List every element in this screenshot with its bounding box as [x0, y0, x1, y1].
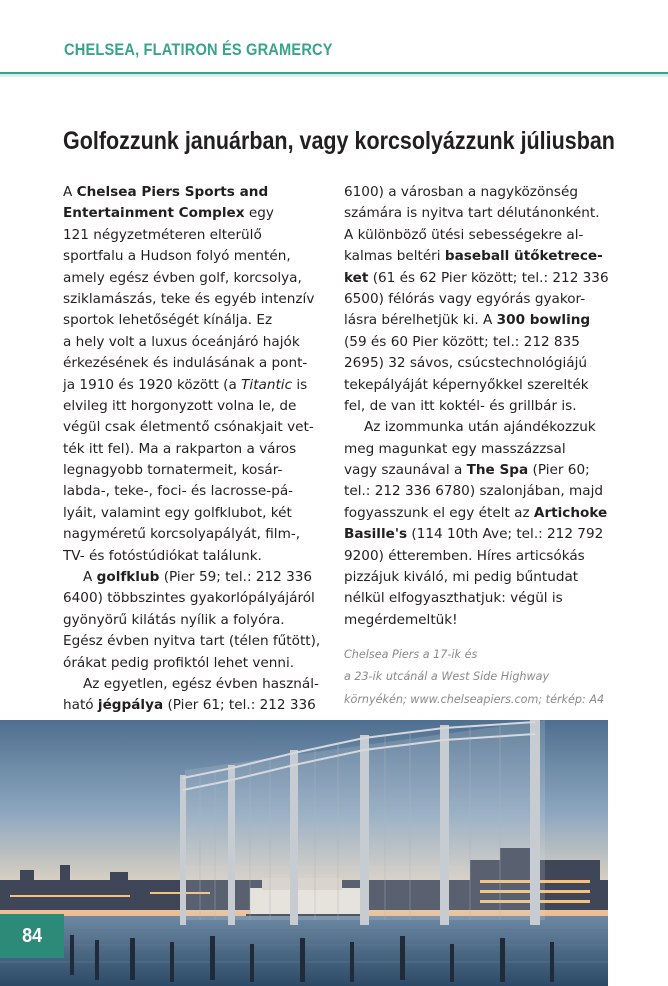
- text-run: Egész évben nyitva tart (télen fűtött),: [63, 633, 321, 650]
- text-run: végül csak életmentő csónakjait vet-: [63, 419, 314, 436]
- bold-term: Artichoke: [533, 504, 608, 521]
- text-line: [63, 246, 313, 267]
- text-run: sportfalu a Hudson folyó mentén,: [63, 248, 291, 265]
- text-run: elvileg itt horgonyzott volna le, de: [63, 397, 297, 414]
- text-line: [63, 460, 313, 481]
- text-line: [63, 588, 313, 609]
- text-line: [344, 203, 608, 224]
- text-run: nagyméretű korcsolyapályát, film-,: [63, 526, 301, 543]
- text-line: [344, 225, 608, 246]
- text-run: 121 négyzetméteren elterülő: [63, 226, 262, 243]
- text-line: [63, 567, 313, 588]
- bold-term: The Spa: [466, 462, 529, 479]
- text-run: (59 és 60 Pier között; tel.: 212 835: [344, 333, 580, 350]
- text-run: egy: [244, 205, 274, 222]
- text-run: Az izommunka után ajándékozzuk: [364, 419, 596, 436]
- text-line: [63, 610, 313, 631]
- bold-term: Basille's: [344, 526, 408, 543]
- text-line: [344, 289, 608, 310]
- text-run: 6100) a városban a nagyközönség: [344, 184, 578, 200]
- text-line: [344, 375, 608, 396]
- text-line: [63, 695, 316, 716]
- text-run: TV- és fotóstúdiókat találunk.: [63, 547, 262, 564]
- bold-term: ket: [344, 269, 369, 286]
- text-line: [63, 396, 313, 417]
- text-run: nélkül elfogyaszthatjuk: végül is: [344, 590, 563, 607]
- text-line: [344, 182, 608, 203]
- bold-term: Chelsea Piers Sports and: [76, 184, 269, 200]
- text-run: kalmas beltéri: [344, 248, 445, 265]
- body-column-right: [344, 182, 608, 631]
- text-line: [63, 375, 313, 396]
- text-run: (Pier 60;: [528, 462, 590, 479]
- text-run: sziklamászás, teke és egyéb intenzív: [63, 290, 315, 307]
- text-line: [344, 524, 608, 545]
- caption-line: a 23-ik utcánál a West Side Highway: [344, 670, 550, 684]
- bold-term: 300 bowling: [496, 312, 591, 329]
- text-run: vagy szaunával a: [344, 462, 467, 479]
- bold-term: jégpálya: [97, 697, 164, 714]
- text-line: [63, 225, 313, 246]
- page-number-label: 84: [21, 924, 43, 947]
- text-line: [344, 417, 608, 438]
- text-line: [344, 588, 608, 609]
- chelsea-piers-photo: [0, 720, 608, 986]
- text-run: ható: [63, 697, 98, 714]
- photo-illustration: [0, 720, 608, 986]
- article-title: Golfozzunk januárban, vagy korcsolyázzunk júliusban: [63, 127, 615, 155]
- text-line: [63, 524, 313, 545]
- text-run: gyönyörű kilátás nyílik a folyóra.: [63, 611, 285, 628]
- text-run: (Pier 61; tel.: 212 336: [163, 697, 316, 714]
- text-run: A: [83, 569, 97, 586]
- text-run: megérdemeltük!: [344, 611, 458, 628]
- text-run: tel.: 212 336 6780) szalonjában, majd: [344, 483, 604, 500]
- text-line: [63, 439, 313, 460]
- body-column-left: [63, 182, 321, 717]
- caption-line: környékén; www.chelseapiers.com; térkép: A4: [344, 692, 605, 706]
- text-run: fogyasszunk el egy ételt az: [344, 504, 534, 521]
- text-line: [344, 503, 608, 524]
- text-run: tekepályáját képernyőkkel szerelték: [344, 376, 589, 393]
- text-run: 2695) 32 sávos, csúcstechnológiájú: [344, 355, 588, 372]
- bold-term: Entertainment Complex: [63, 205, 245, 222]
- text-line: [344, 332, 608, 353]
- text-line: [63, 674, 319, 695]
- text-run: is: [292, 376, 308, 393]
- text-line: [344, 460, 608, 481]
- text-line: [344, 546, 608, 567]
- text-run: legnagyobb tornatermeit, kosár-: [63, 462, 283, 479]
- text-run: (114 10th Ave; tel.: 212 792: [407, 526, 604, 543]
- text-run: 6400) többszintes gyakorlópályájáról: [63, 590, 315, 607]
- text-line: [63, 417, 313, 438]
- text-run: A: [63, 184, 77, 200]
- text-run: 6500) félórás vagy egyórás gyakor-: [344, 290, 586, 307]
- header-divider: [0, 72, 668, 77]
- text-run: lásra bérelhetjük ki. A: [344, 312, 497, 329]
- text-run: Az egyetlen, egész évben használ-: [83, 675, 319, 692]
- text-line: [63, 203, 313, 224]
- text-run: ték itt fel). Ma a rakparton a város: [63, 440, 297, 457]
- text-line: [63, 631, 321, 652]
- text-line: [63, 268, 313, 289]
- text-line: [63, 182, 313, 203]
- text-line: [63, 353, 313, 374]
- text-line: [344, 353, 608, 374]
- text-line: [63, 289, 313, 310]
- text-line: [63, 332, 313, 353]
- text-line: [344, 310, 608, 331]
- text-line: [63, 546, 313, 567]
- text-line: [344, 610, 608, 631]
- text-run: órákat pedig profiktól lehet venni.: [63, 654, 295, 671]
- text-run: meg magunkat egy masszázzsal: [344, 440, 566, 457]
- text-line: [63, 653, 313, 674]
- text-line: [63, 310, 313, 331]
- photo-caption: [344, 644, 606, 711]
- text-line: [344, 567, 608, 588]
- text-run: a hely volt a luxus óceánjáró hajók: [63, 333, 300, 350]
- section-header: CHELSEA, FLATIRON ÉS GRAMERCY: [64, 40, 333, 59]
- text-run: sportok lehetőségét kínálja. Ez: [63, 312, 273, 329]
- bold-term: golfklub: [96, 569, 160, 586]
- text-line: [344, 268, 608, 289]
- text-run: (61 és 62 Pier között; tel.: 212 336: [368, 269, 609, 286]
- text-run: A különböző ütési sebességekre al-: [344, 226, 584, 243]
- text-line: [344, 481, 608, 502]
- text-line: [344, 396, 608, 417]
- text-run: pizzájuk kiváló, mi pedig bűntudat: [344, 569, 579, 586]
- text-run: 9200) étteremben. Híres articsókás: [344, 547, 585, 564]
- text-line: [63, 503, 313, 524]
- text-run: számára is nyitva tart délutánonként.: [344, 205, 600, 222]
- text-run: érkezésének és indulásának a pont-: [63, 355, 308, 372]
- text-run: ja 1910 és 1920 között (a: [63, 376, 242, 393]
- text-line: [344, 246, 608, 267]
- text-run: labda-, teke-, foci- és lacrosse-pá-: [63, 483, 294, 500]
- text-run: lyáit, valamint egy golfklubot, két: [63, 504, 292, 521]
- italic-term: Titantic: [241, 376, 293, 393]
- text-run: amely egész évben golf, korcsolya,: [63, 269, 302, 286]
- bold-term: baseball ütőketrece-: [444, 248, 603, 265]
- page-number: [0, 914, 64, 958]
- caption-line: Chelsea Piers a 17-ik és: [344, 648, 478, 661]
- text-run: (Pier 59; tel.: 212 336: [159, 569, 313, 586]
- text-line: [344, 439, 608, 460]
- text-line: [63, 481, 313, 502]
- text-run: fel, de van itt koktél- és grillbár is.: [344, 397, 577, 414]
